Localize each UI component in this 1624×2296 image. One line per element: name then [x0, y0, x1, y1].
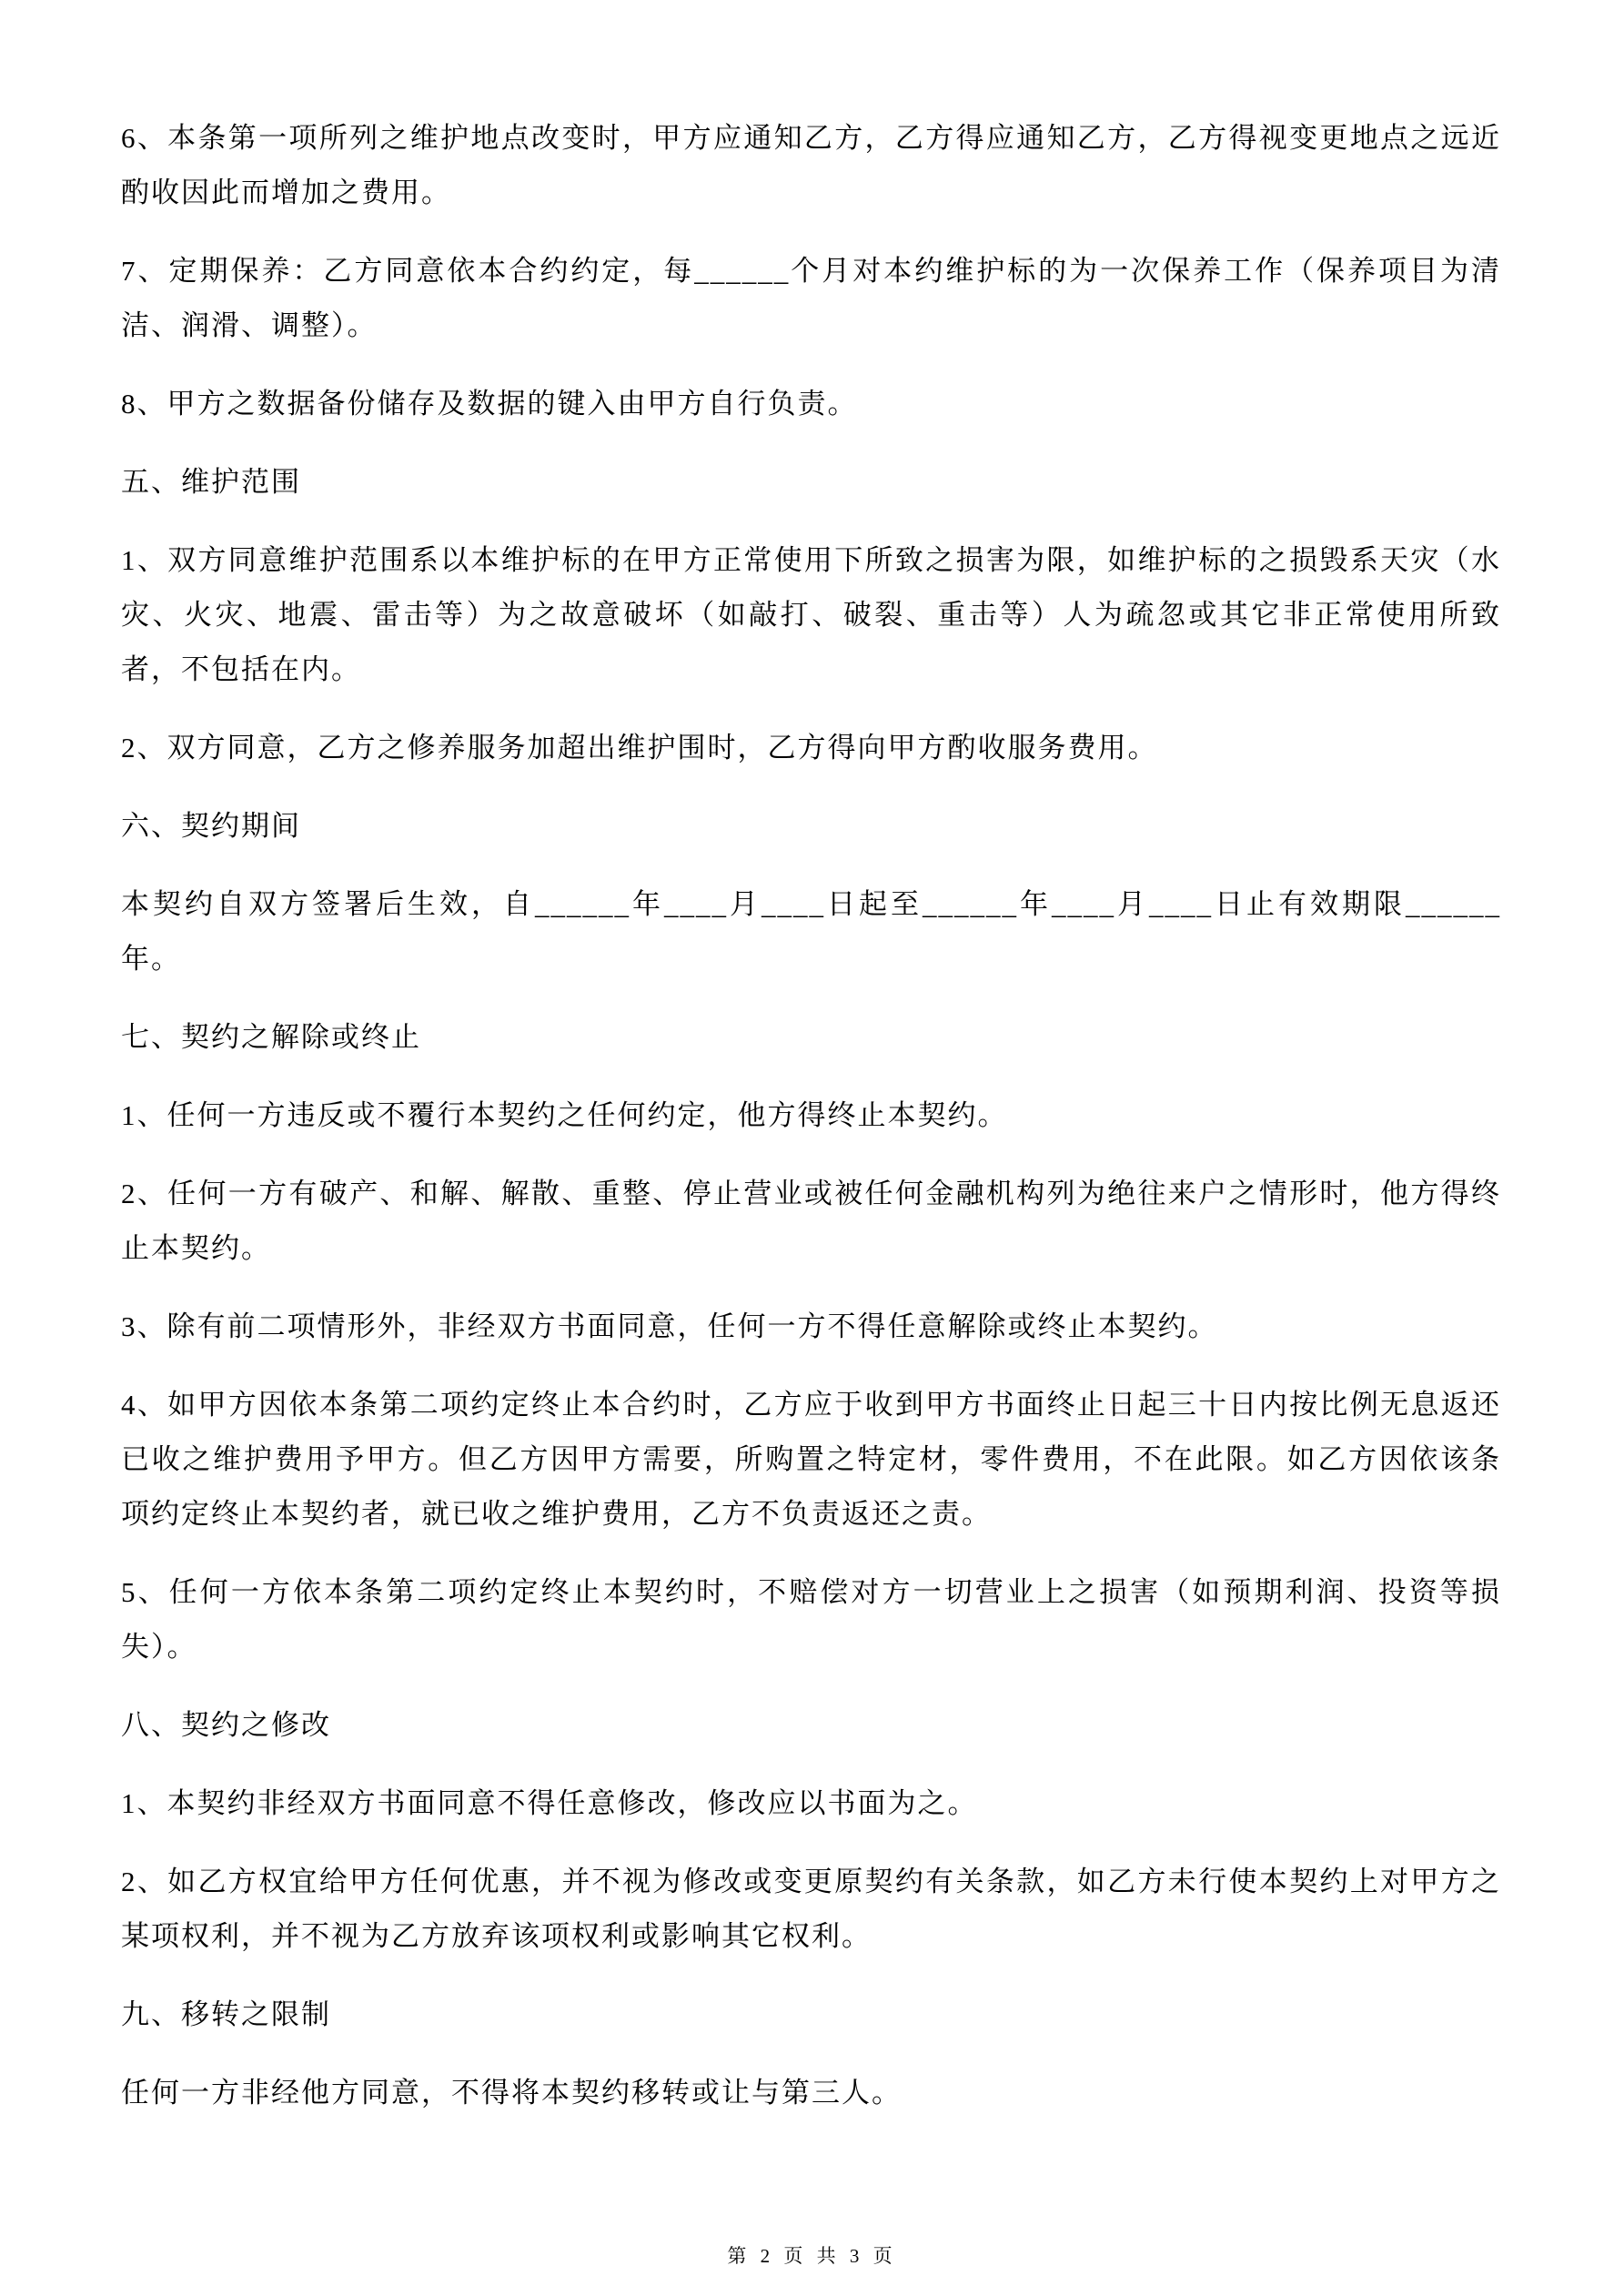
- section-5-clause-1: 1、双方同意维护范围系以本维护标的在甲方正常使用下所致之损害为限，如维护标的之损毁系天灾（水灾、火灾、地震、雷击等）为之故意破坏（如敲打、破裂、重击等）人为疏忽或其它非正常使用所致者，不包括在内。: [121, 544, 1501, 685]
- section-7-clause-1: 1、任何一方违反或不覆行本契约之任何约定，他方得终止本契约。: [121, 1099, 1008, 1131]
- section-7-clause-2: 2、任何一方有破产、和解、解散、重整、停止营业或被任何金融机构列为绝往来户之情形时，他方得终止本契约。: [121, 1178, 1501, 1264]
- section-8-heading: 八、契约之修改: [121, 1709, 331, 1741]
- clause-6: 6、本条第一项所列之维护地点改变时，甲方应通知乙方，乙方得应通知乙方，乙方得视变更地点之远近酌收因此而增加之费用。: [121, 122, 1501, 208]
- section-6-heading: 六、契约期间: [121, 810, 301, 842]
- section-6-body: 本契约自双方签署后生效，自______年____月____日起至______年____月____日止有效期限______年。: [121, 888, 1501, 975]
- section-7-clause-3: 3、除有前二项情形外，非经双方书面同意，任何一方不得任意解除或终止本契约。: [121, 1310, 1218, 1342]
- section-8-clause-1: 1、本契约非经双方书面同意不得任意修改，修改应以书面为之。: [121, 1787, 978, 1819]
- section-5-heading: 五、维护范围: [121, 466, 301, 498]
- section-7-clause-4: 4、如甲方因依本条第二项约定终止本合约时，乙方应于收到甲方书面终止日起三十日内按比例无息返还已收之维护费用予甲方。但乙方因甲方需要，所购置之特定材，零件费用，不在此限。如乙方因依该条项约定终止本契约者，就已收之维护费用，乙方不负责返还之责。: [121, 1389, 1501, 1530]
- section-8-clause-2: 2、如乙方权宜给甲方任何优惠，并不视为修改或变更原契约有关条款，如乙方未行使本契约上对甲方之某项权利，并不视为乙方放弃该项权利或影响其它权利。: [121, 1866, 1501, 1952]
- clause-7: 7、定期保养：乙方同意依本合约约定，每______个月对本约维护标的为一次保养工作（保养项目为清洁、润滑、调整）。: [121, 255, 1501, 341]
- section-7-clause-5: 5、任何一方依本条第二项约定终止本契约时，不赔偿对方一切营业上之损害（如预期利润、投资等损失）。: [121, 1576, 1501, 1663]
- section-9-body: 任何一方非经他方同意，不得将本契约移转或让与第三人。: [121, 2077, 902, 2109]
- clause-8: 8、甲方之数据备份储存及数据的键入由甲方自行负责。: [121, 388, 858, 420]
- section-9-heading: 九、移转之限制: [121, 1998, 331, 2030]
- page-number-footer: 第 2 页 共 3 页: [727, 2245, 897, 2267]
- section-7-heading: 七、契约之解除或终止: [121, 1021, 421, 1053]
- section-5-clause-2: 2、双方同意，乙方之修养服务加超出维护围时，乙方得向甲方酌收服务费用。: [121, 732, 1158, 764]
